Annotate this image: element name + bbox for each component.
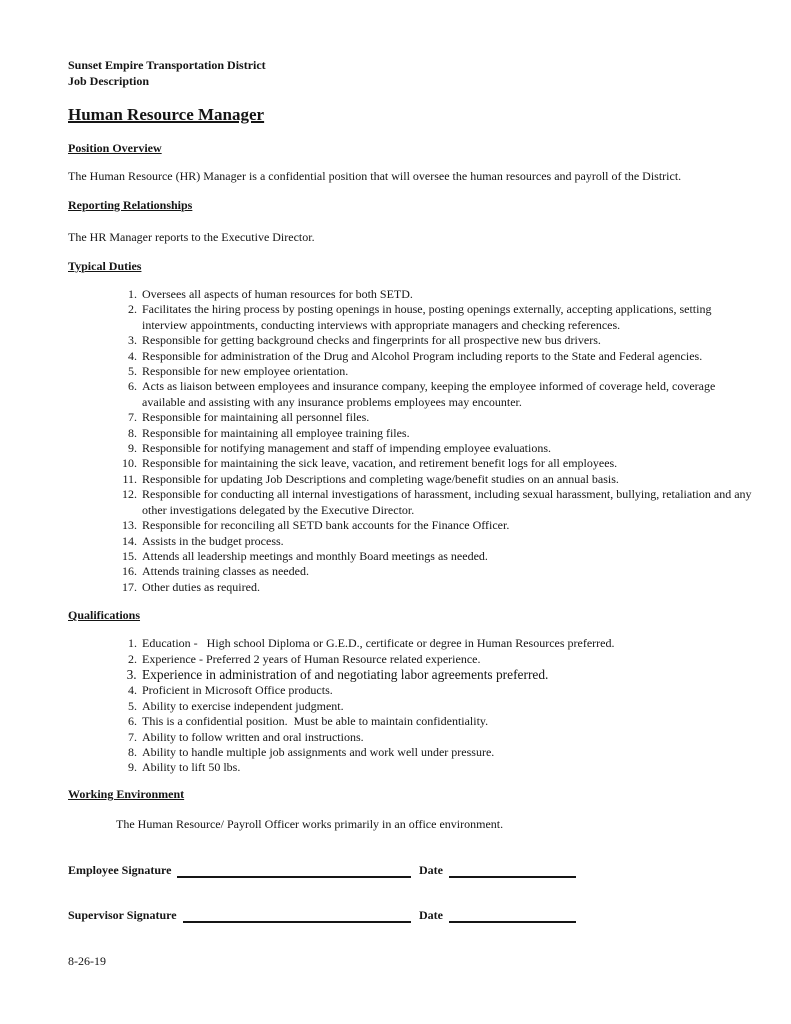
employee-date-line xyxy=(449,861,576,878)
list-item: 7. Ability to follow written and oral instructions. xyxy=(140,730,755,745)
list-item: 6. Acts as liaison between employees and insurance company, keeping the employee informed of coverage held, coverage available and assisting with any insurance problems employees may encounter. xyxy=(140,379,755,410)
list-item: 17. Other duties as required. xyxy=(140,580,755,595)
list-item: 13. Responsible for reconciling all SETD bank accounts for the Finance Officer. xyxy=(140,518,755,533)
supervisor-date-label: Date xyxy=(419,907,443,922)
list-item: 4. Responsible for administration of the Drug and Alcohol Program including reports to the State and Federal agencies. xyxy=(140,349,755,364)
org-name: Sunset Empire Transportation District xyxy=(68,58,266,72)
list-item: 9. Ability to lift 50 lbs. xyxy=(140,760,755,775)
list-item: 2. Facilitates the hiring process by posting openings in house, posting openings externally, accepting applications, setting interview appointments, conducting interviews with appropriate managers and checking references. xyxy=(140,302,755,333)
typical-duties-list xyxy=(68,287,755,595)
supervisor-signature-label: Supervisor Signature xyxy=(68,907,177,922)
list-item: 16. Attends training classes as needed. xyxy=(140,564,755,579)
list-item: 10. Responsible for maintaining the sick leave, vacation, and retirement benefit logs for all employees. xyxy=(140,456,755,471)
list-item: 3. Experience in administration of and negotiating labor agreements preferred. xyxy=(140,667,755,684)
section-heading-position-overview: Position Overview xyxy=(68,141,162,155)
employee-signature-label: Employee Signature xyxy=(68,862,172,877)
list-item: 7. Responsible for maintaining all personnel files. xyxy=(140,410,755,425)
doc-type: Job Description xyxy=(68,74,149,88)
list-item: 5. Responsible for new employee orientation. xyxy=(140,364,755,379)
list-item: 15. Attends all leadership meetings and monthly Board meetings as needed. xyxy=(140,549,755,564)
signature-row-supervisor xyxy=(68,906,576,923)
document-title: Human Resource Manager xyxy=(68,105,265,124)
qualifications-list xyxy=(68,636,755,776)
section-heading-reporting-relationships: Reporting Relationships xyxy=(68,197,193,212)
list-item: 8. Ability to handle multiple job assignments and work well under pressure. xyxy=(140,745,755,760)
list-item: 2. Experience - Preferred 2 years of Human Resource related experience. xyxy=(140,652,755,667)
list-item: 11. Responsible for updating Job Descriptions and completing wage/benefit studies on an annual basis. xyxy=(140,472,755,487)
working-environment-body: The Human Resource/ Payroll Officer works primarily in an office environment. xyxy=(116,816,504,831)
position-overview-body: The Human Resource (HR) Manager is a confidential position that will oversee the human resources and payroll of the District. xyxy=(68,169,682,183)
employee-date-label: Date xyxy=(419,862,443,877)
section-heading-working-environment: Working Environment xyxy=(68,786,185,801)
list-item: 9. Responsible for notifying management and staff of impending employee evaluations. xyxy=(140,441,755,456)
list-item: 5. Ability to exercise independent judgment. xyxy=(140,699,755,714)
reporting-relationships-body: The HR Manager reports to the Executive Director. xyxy=(68,229,315,244)
list-item: 4. Proficient in Microsoft Office products. xyxy=(140,683,755,698)
supervisor-date-line xyxy=(449,906,576,923)
list-item: 6. This is a confidential position. Must be able to maintain confidentiality. xyxy=(140,714,755,729)
section-heading-typical-duties: Typical Duties xyxy=(68,259,142,273)
list-item: 1. Education - High school Diploma or G.E.D., certificate or degree in Human Resources preferred. xyxy=(140,636,755,651)
list-item: 14. Assists in the budget process. xyxy=(140,534,755,549)
list-item: 8. Responsible for maintaining all employee training files. xyxy=(140,426,755,441)
footer-date: 8-26-19 xyxy=(68,954,106,969)
list-item: 1. Oversees all aspects of human resources for both SETD. xyxy=(140,287,755,302)
signature-row-employee xyxy=(68,861,576,878)
supervisor-signature-line xyxy=(183,906,411,923)
list-item: 3. Responsible for getting background checks and fingerprints for all prospective new bus drivers. xyxy=(140,333,755,348)
list-item: 12. Responsible for conducting all internal investigations of harassment, including sexual harassment, bullying, retaliation and any other investigations delegated by the Executive Director. xyxy=(140,487,755,518)
section-heading-qualifications: Qualifications xyxy=(68,608,141,623)
employee-signature-line xyxy=(177,861,411,878)
